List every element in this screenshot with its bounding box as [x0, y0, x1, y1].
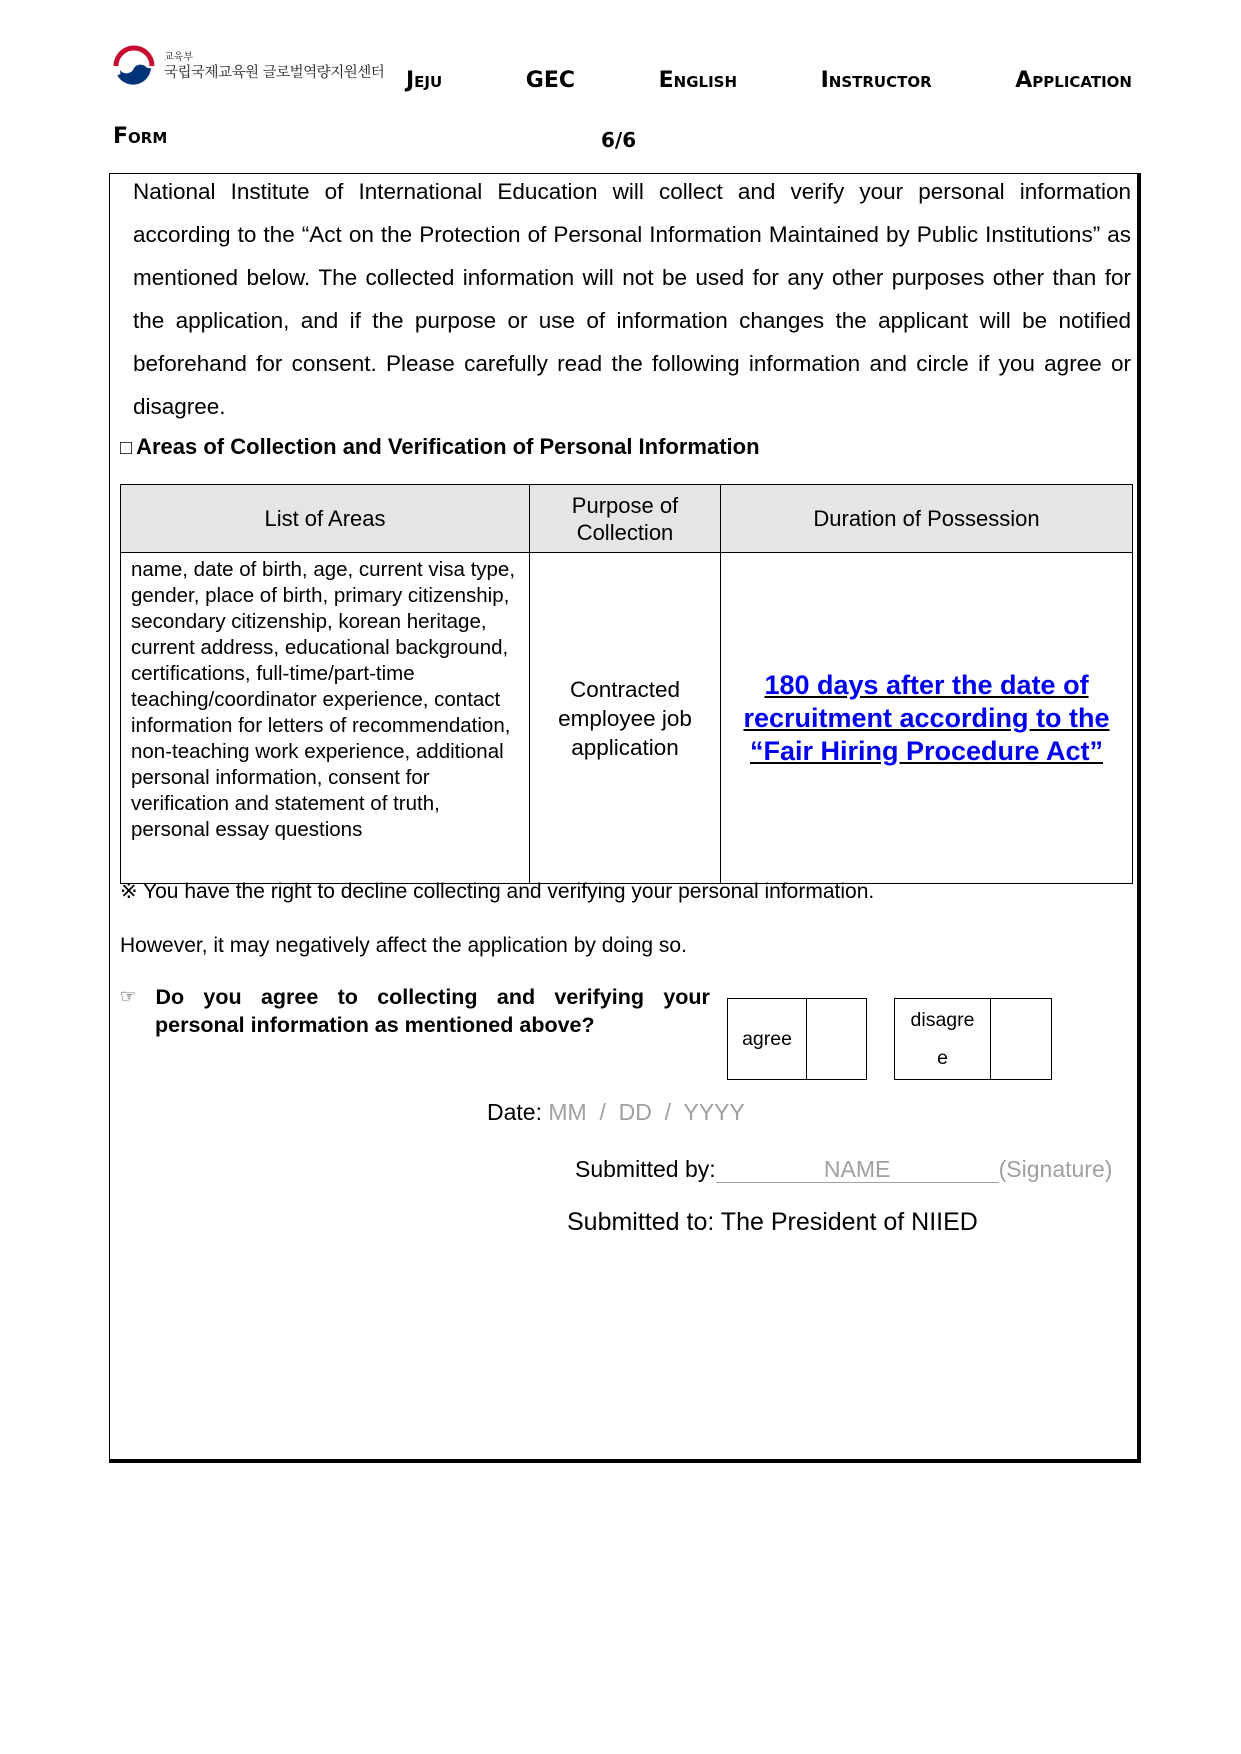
page-indicator: 6/6 — [601, 128, 637, 152]
title-word: Form — [113, 124, 168, 149]
header-list-of-areas: List of Areas — [121, 485, 530, 553]
question-word: you — [203, 985, 242, 1009]
question-word: collecting — [377, 985, 478, 1009]
disagree-label — [895, 999, 991, 1079]
areas-cell: name, date of birth, age, current visa type, gender, place of birth, primary citizenship, secondary citizenship, korean heritage, current address, educational background, certifications, full-time/part-time teaching/coordinator experience, contact information for letters of recommendation, non-teaching work experience, additional personal information, consent for verification and statement of truth, personal essay questions — [121, 553, 530, 884]
question-word: Do — [155, 985, 185, 1009]
duration-cell — [721, 553, 1133, 884]
decline-warning-note: However, it may negatively affect the application by doing so. — [120, 934, 687, 957]
submitted-by-label: Submitted by: — [575, 1156, 716, 1182]
section-heading — [120, 434, 760, 460]
center-label: 국립국제교육원 글로벌역량지원센터 — [164, 65, 385, 81]
ministry-label: 교육부 — [164, 52, 193, 63]
privacy-intro-paragraph: National Institute of International Education will collect and verify your personal information according to the “Act on the Protection of Personal Information Maintained by Public Institutions” as mentioned below. The collected information will not be used for any other purposes other than for the application, and if the purpose or use of information changes the applicant will be notified beforehand for consent. Please carefully read the following information and circle if you agree or disagree. — [133, 179, 1131, 419]
question-word: to — [337, 985, 358, 1009]
header-duration: Duration of Possession — [721, 485, 1133, 553]
table-header-row — [121, 485, 1133, 553]
form-title — [406, 68, 1132, 93]
question-word: verifying — [554, 985, 645, 1009]
organization-name — [164, 52, 384, 82]
title-word: GEC — [525, 68, 576, 93]
name-input[interactable]: NAME — [716, 1156, 999, 1183]
signature-hint: (Signature) — [998, 1156, 1113, 1182]
question-word: agree — [260, 985, 319, 1009]
title-word: Instructor — [820, 68, 932, 93]
submitted-by-field — [575, 1156, 1112, 1183]
header-purpose: Purpose of Collection — [530, 485, 721, 553]
title-word: Jeju — [406, 68, 443, 93]
date-placeholder[interactable]: MM / DD / YYYY — [548, 1099, 745, 1125]
agree-option[interactable] — [727, 998, 867, 1080]
question-word: your — [663, 985, 710, 1009]
pointing-hand-icon: ☞ — [120, 986, 137, 1007]
disagree-label-line2: e — [937, 1047, 948, 1069]
form-title-continued — [113, 124, 167, 149]
agree-label: agree — [728, 999, 807, 1079]
title-word: English — [658, 68, 738, 93]
purpose-cell: Contracted employee job application — [530, 553, 721, 884]
agree-mark-box[interactable] — [807, 999, 866, 1079]
collection-areas-table — [120, 484, 1133, 884]
disagree-label-line1: disagre — [910, 1009, 975, 1031]
ministry-logo-icon — [110, 44, 158, 92]
question-word: and — [496, 985, 536, 1009]
consent-question — [120, 983, 710, 1039]
section-heading-text: Areas of Collection and Verification of Personal Information — [136, 434, 760, 459]
title-word: Application — [1015, 68, 1132, 93]
fair-hiring-act-link[interactable]: 180 days after the date of recruitment according to the “Fair Hiring Procedure Act” — [743, 669, 1110, 766]
disagree-option[interactable] — [894, 998, 1052, 1080]
table-row — [121, 553, 1133, 884]
question-line-2: personal information as mentioned above? — [155, 1013, 595, 1037]
date-field[interactable] — [487, 1099, 745, 1126]
submitted-to: Submitted to: The President of NIIED — [567, 1208, 978, 1236]
checkbox-square-icon: □ — [120, 437, 133, 459]
date-label: Date: — [487, 1099, 542, 1125]
right-to-decline-note: ※ You have the right to decline collecting and verifying your personal information. — [120, 880, 875, 903]
disagree-mark-box[interactable] — [991, 999, 1051, 1079]
